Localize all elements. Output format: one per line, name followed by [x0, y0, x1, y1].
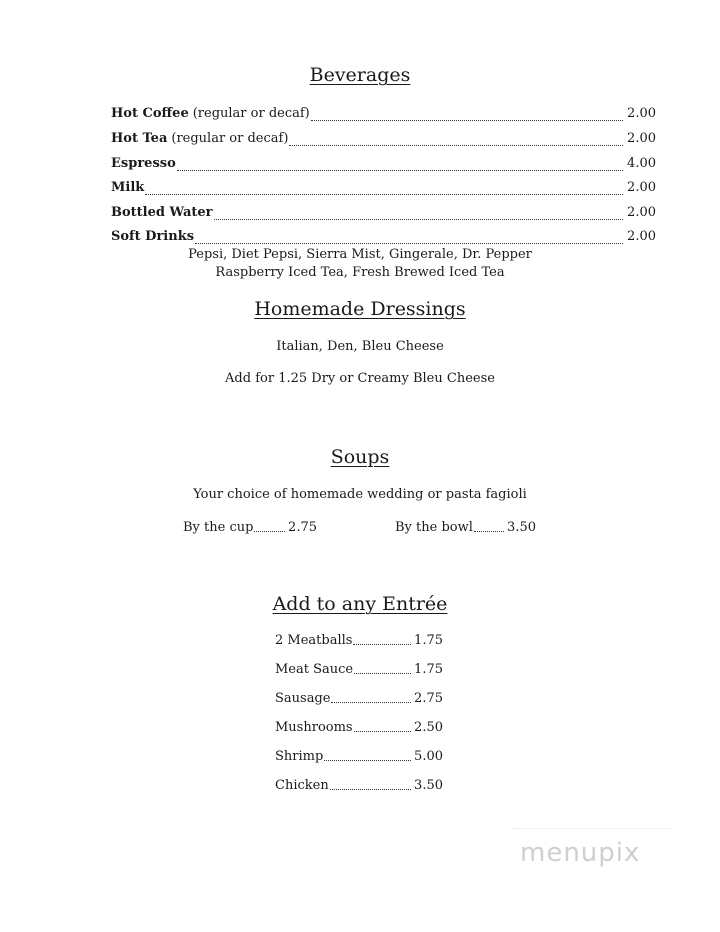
addon-row-sausage: [275, 691, 443, 706]
beverage-price: 2.00: [627, 229, 656, 244]
leader-dots: [330, 788, 411, 790]
soups-description: Your choice of homemade wedding or pasta fagioli: [193, 487, 527, 502]
addon-price: 2.75: [414, 691, 443, 706]
beverage-price: 2.00: [627, 180, 656, 195]
beverage-row-espresso: [111, 156, 656, 174]
dressings-upcharge: Add for 1.25 Dry or Creamy Bleu Cheese: [225, 371, 495, 386]
watermark-divider: [512, 828, 672, 829]
addon-price: 1.75: [414, 662, 443, 677]
soup-bowl-price: 3.50: [507, 520, 536, 535]
beverages-heading: Beverages: [309, 64, 411, 86]
addon-row-meat-sauce: [275, 662, 443, 677]
beverage-note: (regular or decaf): [171, 131, 289, 146]
leader-dots: [324, 759, 411, 761]
soups-heading: Soups: [330, 446, 390, 468]
soft-drink-list-line-2: Raspberry Iced Tea, Fresh Brewed Iced Tea: [215, 265, 505, 280]
addon-row-chicken: [275, 778, 443, 793]
leader-dots: [311, 119, 623, 121]
beverage-price: 2.00: [627, 205, 656, 220]
addon-price: 2.50: [414, 720, 443, 735]
leader-dots: [354, 730, 411, 732]
addon-price: 3.50: [414, 778, 443, 793]
addon-row-shrimp: [275, 749, 443, 764]
leader-dots: [177, 169, 623, 171]
beverage-note: (regular or decaf): [192, 106, 310, 121]
beverage-row-milk: [111, 180, 656, 198]
addon-name: Shrimp: [275, 749, 324, 764]
beverage-price: 2.00: [627, 106, 656, 121]
addon-name: Sausage: [275, 691, 331, 706]
beverage-row-hot-coffee: [111, 106, 656, 124]
soup-bowl-label: By the bowl: [395, 520, 473, 535]
beverage-price: 4.00: [627, 156, 656, 171]
leader-dots: [474, 530, 504, 532]
beverage-row-bottled-water: [111, 205, 656, 223]
addon-name: Mushrooms: [275, 720, 353, 735]
addons-heading: Add to any Entrée: [272, 593, 448, 615]
leader-dots: [145, 193, 623, 195]
soup-cup-option: [183, 520, 317, 535]
addon-row-meatballs: [275, 633, 443, 648]
leader-dots: [354, 672, 411, 674]
soft-drink-list-line-1: Pepsi, Diet Pepsi, Sierra Mist, Gingerale, Dr. Pepper: [188, 247, 532, 262]
beverage-row-soft-drinks: [111, 229, 656, 247]
beverage-name: Soft Drinks: [111, 229, 195, 244]
addon-name: Chicken: [275, 778, 329, 793]
menupix-watermark: menupix: [520, 838, 641, 868]
leader-dots: [289, 144, 623, 146]
addon-price: 1.75: [414, 633, 443, 648]
leader-dots: [195, 242, 623, 244]
beverage-row-hot-tea: [111, 131, 656, 149]
leader-dots: [353, 643, 411, 645]
beverage-name: Espresso: [111, 156, 176, 171]
leader-dots: [214, 218, 623, 220]
addon-name: 2 Meatballs: [275, 633, 353, 648]
soup-cup-price: 2.75: [288, 520, 317, 535]
dressings-heading: Homemade Dressings: [254, 298, 466, 320]
beverage-name: Hot Tea: [111, 131, 168, 146]
addon-row-mushrooms: [275, 720, 443, 735]
soup-cup-label: By the cup: [183, 520, 254, 535]
addon-price: 5.00: [414, 749, 443, 764]
beverage-name: Milk: [111, 180, 145, 195]
beverage-price: 2.00: [627, 131, 656, 146]
dressings-options: Italian, Den, Bleu Cheese: [276, 339, 444, 354]
leader-dots: [254, 530, 285, 532]
soup-bowl-option: [395, 520, 536, 535]
beverage-name: Bottled Water: [111, 205, 213, 220]
addon-name: Meat Sauce: [275, 662, 354, 677]
leader-dots: [331, 701, 411, 703]
beverage-name: Hot Coffee: [111, 106, 189, 121]
